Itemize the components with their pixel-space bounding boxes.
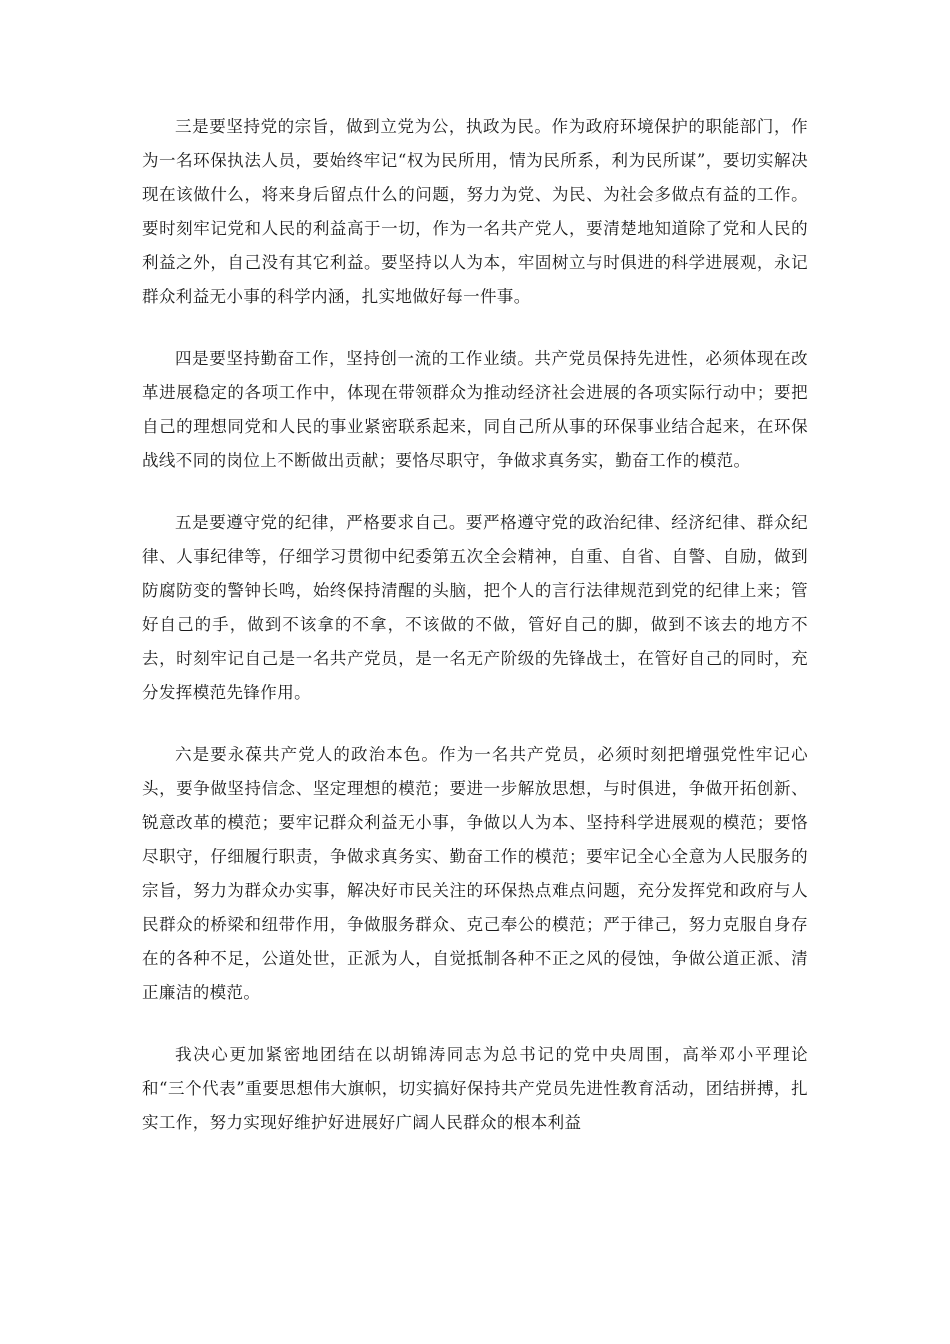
paragraph-principle-five: 五是要遵守党的纪律，严格要求自己。要严格遵守党的政治纪律、经济纪律、群众纪律、人事纪律等，仔细学习贯彻中纪委第五次全会精神，自重、自省、自警、自励，做到防腐防变的警钟长鸣，始终保持清醒的头脑，把个人的言行法律规范到党的纪律上来；管好自己的手，做到不该拿的不拿，不该做的不做，管好自己的脚，做到不该去的地方不去，时刻牢记自己是一名共产党员，是一名无产阶级的先锋战士，在管好自己的同时，充分发挥模范先锋作用。 [142,513,808,702]
document-body [142,110,808,1140]
paragraph-resolution: 我决心更加紧密地团结在以胡锦涛同志为总书记的党中央周围，高举邓小平理论和“三个代表”重要思想伟大旗帜，切实搞好保持共产党员先进性教育活动，团结拼搏，扎实工作，努力实现好维护好进展好广阔人民群众的根本利益 [142,1045,808,1132]
paragraph-principle-six: 六是要永葆共产党人的政治本色。作为一名共产党员，必须时刻把增强党性牢记心头，要争做坚持信念、坚定理想的模范；要进一步解放思想，与时俱进，争做开拓创新、锐意改革的模范；要牢记群众利益无小事，争做以人为本、坚持科学进展观的模范；要恪尽职守，仔细履行职责，争做求真务实、勤奋工作的模范；要牢记全心全意为人民服务的宗旨，努力为群众办实事，解决好市民关注的环保热点难点问题，充分发挥党和政府与人民群众的桥梁和纽带作用，争做服务群众、克己奉公的模范；严于律己，努力克服自身存在的各种不足，公道处世，正派为人，自觉抵制各种不正之风的侵蚀，争做公道正派、清正廉洁的模范。 [142,745,808,1002]
paragraph-principle-four: 四是要坚持勤奋工作，坚持创一流的工作业绩。共产党员保持先进性，必须体现在改革进展稳定的各项工作中，体现在带领群众为推动经济社会进展的各项实际行动中；要把自己的理想同党和人民的事业紧密联系起来，同自己所从事的环保事业结合起来，在环保战线不同的岗位上不断做出贡献；要恪尽职守，争做求真务实，勤奋工作的模范。 [142,349,808,470]
paragraph-principle-three: 三是要坚持党的宗旨，做到立党为公，执政为民。作为政府环境保护的职能部门，作为一名环保执法人员，要始终牢记“权为民所用，情为民所系，利为民所谋”，要切实解决现在该做什么，将来身后留点什么的问题，努力为党、为民、为社会多做点有益的工作。要时刻牢记党和人民的利益高于一切，作为一名共产党人，要清楚地知道除了党和人民的利益之外，自己没有其它利益。要坚持以人为本，牢固树立与时俱进的科学进展观，永记群众利益无小事的科学内涵，扎实地做好每一件事。 [142,117,808,306]
